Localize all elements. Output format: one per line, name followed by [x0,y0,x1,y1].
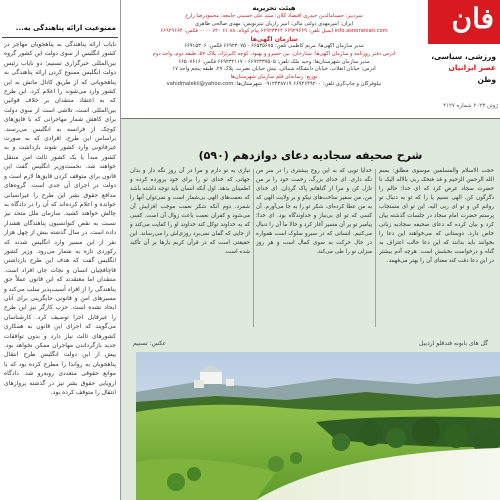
info-line: ایران: امیرمهدی دولتی مالی: امیر رازیان تیترنویس: مهدی صالحی طاهری [194,20,354,27]
tagline-1: ورزشی، سیاسی، [431,52,496,61]
info-line: سازمان آگهی‌ها [250,35,298,43]
photo-caption: گل های بابونه فندقلو اردبیل [419,340,488,347]
landscape-photo [136,352,500,500]
info-line: آدرس: خیابان انقلاب، خیابان دانشگاه شمالی، نبش خیابان نصرت، پلاک ۲۷، طبقه پنجم واحد ۱۷ [172,66,376,73]
editorial-info-block [129,4,419,89]
info-line: سردبیر: حسنامالدین حیدری اقتصاد کلان: سید علی حسینی جامعه: محمودرضا زارع [185,13,363,19]
photo-credit: عکس: تسنیم [133,340,167,347]
newspaper-logo [428,0,500,44]
article-column-2: خدایا تویی که به این روح بیشتری را در سر من نگه داری. ای خدای بزرگ، رحمت خود را بر من نازل کن و مرا از گناهانم پاک گردان. ای خدای من، من سفیر ساخت‌های نیکو و بر ولایت الهی که به من عطا کرده‌ای، شکر تو را به جا می‌آورم. آن کسی که تو ای بی‌نیاز و خداوندگاه بود. ای خدا؛ پیامبر تو بر آن مسیر آغاز کرد و حالا ما آن را دنبال می‌کنیم. انسانی که در سیرو سلوک است همواره در حال حرکت به سوی کمال است و هر روز منزلی نو را طی می‌کند. [256,168,372,255]
info-line: info.asreiranian.com ایمیل تلفن: ۶۶۹۲۹۶۶۹ ۶۶۹۲۳۳۶۴ پیام کوتاه: ۸۸ ۶۱ ۷۲۰ ۰۰۰۰ فکس: ۶۶۹۲۹۶۶۴ [160,28,388,35]
article-headline: شرح صحیفه سجادیه دعای دوازدهم (۵۹۰) [198,149,423,162]
masthead [121,0,500,118]
logo-text: فان [451,2,494,35]
left-column-body: نایاب ارائه پناهندگی به پناهجویان مهاجر در کشور انگلیس از سوی دولت این کشور گروه بین‌المللی خبرگزاری تسنیم؛ دو نایاب رئیس دولت انگلیس ممنوع کردن ارائه پناهندگی به پناهجویانی که از طریق کانال مانش به این کشور وارد می‌شوند را اعلام کرد. این طرح که به اعتقاد منتقدان بر خلاف قوانین بین‌المللی است، تلاشی است از سوی دولت برای کاهش شمار مهاجرانی که با قایق‌های کوچک از فرانسه به انگلیس می‌رسند. براساس این طرح، افرادی که به صورت غیرقانونی وارد کشور شوند بازداشت و به کشور مبدأ یا یک کشور ثالث امن منتقل خواهند شد. نخست‌وزیر انگلیس گفت این قانون برای متوقف کردن قایق‌ها لازم است و دولت در اجرای آن جدی است. گروه‌های مدافع حقوق بشر این طرح را غیرانسانی خوانده و اعلام کرده‌اند که آن را در دادگاه به چالش خواهند کشید. سازمان ملل متحد نیز نسبت به نقض کنوانسیون پناهندگان هشدار داده است. در سال گذشته بیش از چهل هزار نفر از این مسیر وارد انگلیس شدند که رکوردی تازه به شمار می‌رود. وزیر کشور انگلیس گفت که هدف این طرح بازداشتن قاچاقچیان انسان و نجات جان افراد است. منتقدان اما معتقدند که این قانون عملاً حق پناهندگی را از افراد آسیب‌پذیر سلب می‌کند و مسیرهای امن و قانونی جایگزینی برای آنان ایجاد نشده است. حزب کارگر نیز این طرح را غیرقابل اجرا توصیف کرد. کارشناسان می‌گویند که اجرای این قانون به همکاری کشورهای ثالث نیاز دارد و بدون توافقات جدید بازگرداندن مهاجران ممکن نخواهد بود. پیش از این دولت انگلیس طرح انتقال پناهجویان به رواندا را مطرح کرده بود که با موانع حقوقی متعددی روبه‌رو شد. دادگاه اروپایی حقوق بشر نیز در گذشته پروازهای انتقال را متوقف کرده بود. [4,41,116,397]
issue-line: ژوئن ۲۰۲۳ شماره ۴۱۲۷ [443,103,498,109]
left-news-column [0,0,120,500]
info-line: توزیع: رسانه‌ای قلم سازمان شهرستان‌ها [230,73,318,80]
tagline-2: عصر ایرانیان [448,63,496,72]
landscape-photo-graphic [136,352,500,500]
info-line: نیلوفرگان و چاپ‌گری تلفن: ۶۶۹۲۶۴۹۲۰۰ ۰۹۱۲۴۳۸۷۱۹ شهرستان‌ها: vahidmalekii@yahoo.com [166,81,382,88]
info-line: آدرس دفتر روزنامه و سازمان آگهی‌ها: ستارخان، بین خسرو و بهنود، کوچه اکبرنژاد، پلاک ۵۷، طبقه دوم، واحد دوم [152,50,396,57]
tagline-3: وطن [477,75,496,84]
editorial-board-heading: هیئت تحریریه [252,4,296,12]
left-column-rule [2,37,118,38]
left-column-title: ممنوعیت ارائه پناهندگی به... [15,24,116,32]
info-line: مدیر سازمان شهرستان‌ها: وحید ملک تلفن: ۶۶۹۲۳۳۷۵۰۵ - ۶۶۹۲۳۲۱۱۷ فکس: ۶۶۵۰۷۶۱۶ [178,58,370,65]
column-rule [375,169,376,327]
article-column-1: حجت الاسلام والمسلمین موسوی مطلق: بسم الله الرحمن الرحیم و قد فتحک ربی بالاله الیک تا حضرت سجاد عرض کرد که ای خدا؛ حالم را دگرگون کن. الهی نسیم یا را که تو به دنبال تو روانم کن و تو ای ربی الیه. این تو ای مستجاب پرستم حضرت امام سجاد در جلسات گذشته بیان کرد و بیان کرده که دعای صحیفه سجادیه زبانی خاص دارد. دوستانی که می‌خواهند این دعا را بخوانند باید بدانند که این دعا حالت اعتراف به گناه و درخواست بخشش است. هرچه آدم بیشتر در این دعا دقت کند معنای آن را بهتر می‌فهمد. [379,168,494,264]
info-line: مدیر سازمان آگهی‌ها: مریم کاظمی تلفن: ۶۶۵۴۵۶۷۵ - ۶۶۹۲۳۰۷۵ فکس: ۶۶۹۱۵۳۰۶ [184,43,364,50]
column-rule [253,169,254,327]
article-column-3: نیازی به تو دارم و مرا در آن روز نگه دار و بدان جهانی که خدای تو را برای خود پرورده کرده و اطمینان بدهد. اول آنکه انسان باید توجه داشته باشد که نعمت‌های الهی بی‌شمار است و نمی‌توان آنها را شمرد. دوم آنکه شکر نعمت موجب افزایش آن می‌شود و کفران نعمت باعث زوال آن است. کسی که به خداوند توکل کند خداوند او را کفایت می‌کند و از جایی که گمان نمی‌برد روزی‌اش را می‌رساند. این حقیقتی است که در قرآن کریم بارها بر آن تأکید شده است. [130,168,250,255]
